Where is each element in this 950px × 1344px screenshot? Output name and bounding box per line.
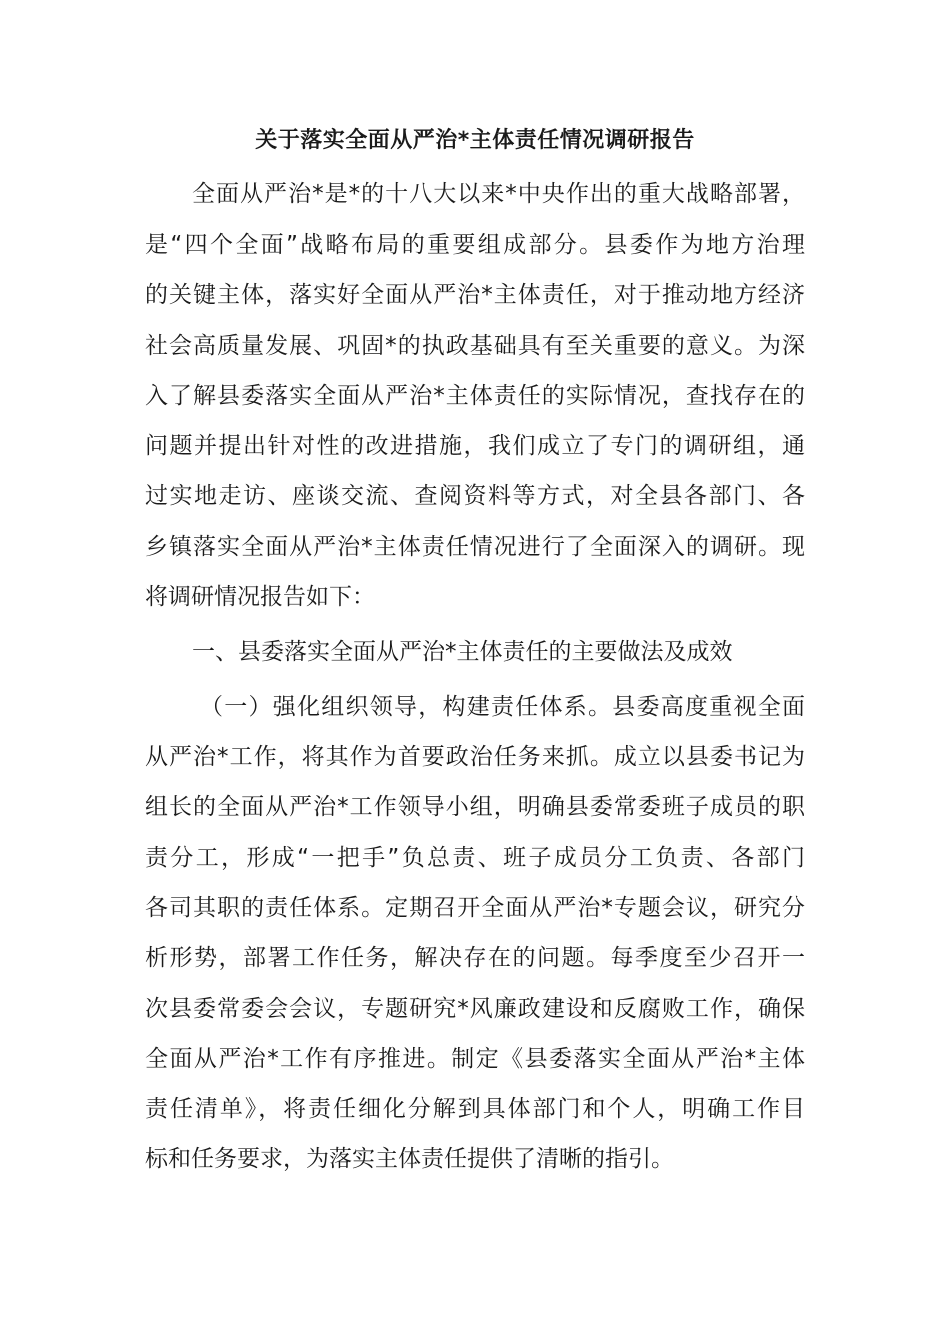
sub-section-line: 责任清单》，将责任细化分解到具体部门和个人，明确工作目	[145, 1096, 805, 1122]
sub-section-line: 次县委常委会会议，专题研究*风廉政建设和反腐败工作，确保	[145, 996, 805, 1022]
sub-section-line: 各司其职的责任体系。定期召开全面从严治*专题会议，研究分	[145, 895, 805, 921]
intro-line: 是“四个全面”战略布局的重要组成部分。县委作为地方治理	[145, 232, 805, 258]
intro-line: 全面从严治*是*的十八大以来*中央作出的重大战略部署，	[192, 181, 805, 207]
document-title: 关于落实全面从严治*主体责任情况调研报告	[255, 128, 695, 153]
section-heading: 一、县委落实全面从严治*主体责任的主要做法及成效	[192, 639, 733, 665]
sub-section-line: 标和任务要求，为落实主体责任提供了清晰的指引。	[145, 1146, 674, 1172]
intro-line: 的关键主体，落实好全面从严治*主体责任，对于推动地方经济	[145, 282, 805, 308]
intro-line: 过实地走访、座谈交流、查阅资料等方式，对全县各部门、各	[145, 483, 805, 509]
intro-line: 乡镇落实全面从严治*主体责任情况进行了全面深入的调研。现	[145, 534, 805, 560]
sub-section-line: 析形势，部署工作任务，解决存在的问题。每季度至少召开一	[145, 945, 805, 971]
sub-section-line: 组长的全面从严治*工作领导小组，明确县委常委班子成员的职	[145, 794, 805, 820]
sub-section-line: 从严治*工作，将其作为首要政治任务来抓。成立以县委书记为	[145, 744, 805, 770]
sub-section-line: 责分工，形成“一把手”负总责、班子成员分工负责、各部门	[145, 845, 805, 871]
intro-line: 将调研情况报告如下：	[145, 584, 375, 610]
intro-line: 问题并提出针对性的改进措施，我们成立了专门的调研组，通	[145, 433, 805, 459]
intro-line: 社会高质量发展、巩固*的执政基础具有至关重要的意义。为深	[145, 333, 805, 359]
sub-section-line: 全面从严治*工作有序推进。制定《县委落实全面从严治*主体	[145, 1046, 805, 1072]
intro-line: 入了解县委落实全面从严治*主体责任的实际情况，查找存在的	[145, 383, 805, 409]
sub-section-line: （一）强化组织领导，构建责任体系。县委高度重视全面	[200, 694, 805, 720]
